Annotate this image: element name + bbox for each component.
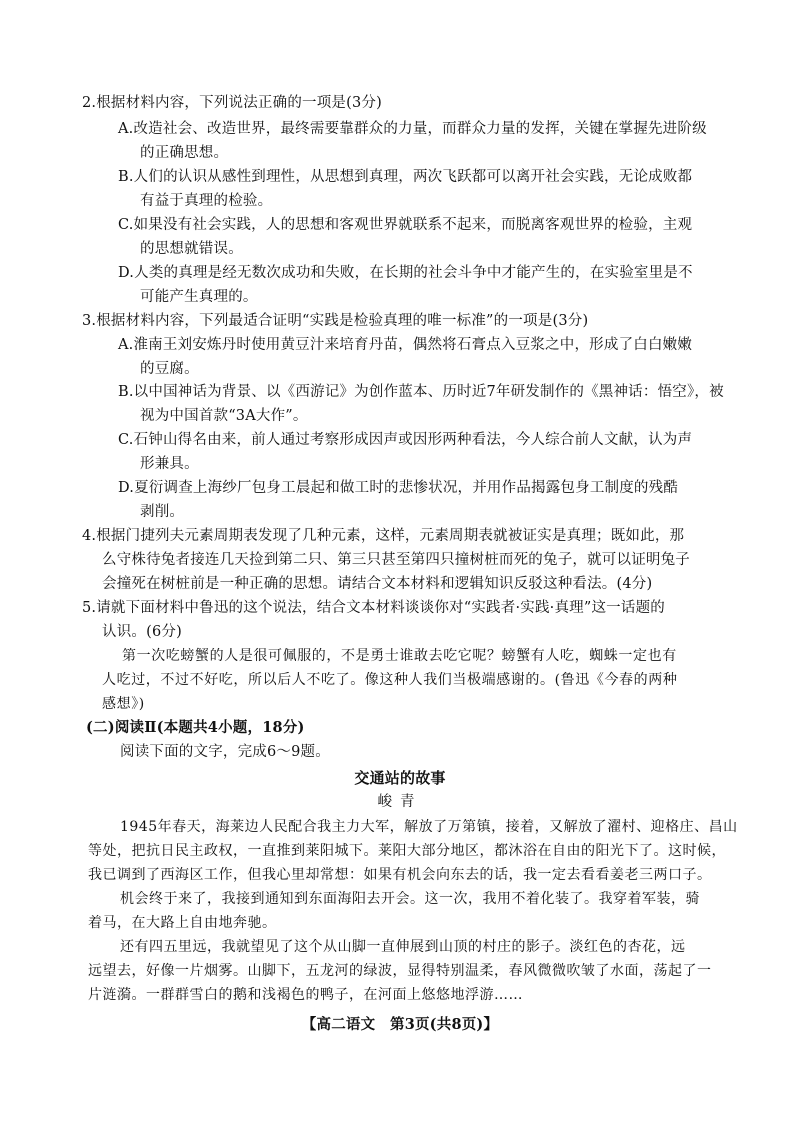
lu-xun-quote-line-3: 感想》): [102, 696, 145, 712]
story-paragraph-3-line-2: 远望去，好像一片烟雾。山脚下，五龙河的绿波，显得特别温柔，春风微微吹皱了水面，荡起了一: [88, 963, 712, 979]
question-4-line-3: 会撞死在树桩前是一种正确的思想。请结合文本材料和逻辑知识反驳这种看法。(4分): [102, 576, 653, 592]
question-2-option-b-cont: 有益于真理的检验。: [140, 193, 273, 209]
story-paragraph-1-line-2: 等处，把抗日民主政权，一直推到莱阳城下。莱阳大部分地区，都沐浴在自由的阳光下了。这时候，: [88, 843, 726, 859]
story-title: 交通站的故事: [354, 769, 446, 787]
question-5-line-2: 认识。(6分): [102, 624, 182, 640]
question-3-stem: 3.根据材料内容，下列最适合证明“实践是检验真理的唯一标准”的一项是(3分): [82, 313, 589, 329]
question-2-stem: 2.根据材料内容，下列说法正确的一项是(3分): [82, 95, 382, 111]
story-paragraph-3-line-3: 片涟漪。一群群雪白的鹅和浅褐色的鸭子，在河面上悠悠地浮游……: [88, 987, 523, 1003]
question-2-option-c: C.如果没有社会实践，人的思想和客观世界就联系不起来，而脱离客观世界的检验，主观: [118, 217, 693, 233]
question-2-option-a-cont: 的正确思想。: [140, 145, 229, 161]
section-2-heading: (二)阅读Ⅱ(本题共4小题，18分): [86, 719, 305, 736]
story-author: 峻青: [377, 794, 423, 810]
question-3-option-a-cont: 的豆腐。: [140, 361, 199, 377]
question-3-option-c: C.石钟山得名由来，前人通过考察形成因声或因形两种看法，今人综合前人文献，认为声: [118, 432, 693, 448]
question-2-option-d-cont: 可能产生真理的。: [140, 289, 258, 305]
question-3-option-d: D.夏衍调查上海纱厂包身工晨起和做工时的悲惨状况，并用作品揭露包身工制度的残酷: [118, 480, 679, 496]
question-2-option-a: A.改造社会、改造世界，最终需要靠群众的力量，而群众力量的发挥，关键在掌握先进阶级: [118, 121, 707, 137]
lu-xun-quote-line-2: 人吃过，不过不好吃，所以后人不吃了。像这种人我们当极端感谢的。(鲁迅《今春的两种: [102, 672, 678, 688]
story-paragraph-1-line-3: 我已调到了西海区工作，但我心里却常想：如果有机会向东去的话，我一定去看看姜老三两口子。: [88, 867, 712, 883]
question-3-option-b: B.以中国神话为背景、以《西游记》为创作蓝本、历时近7年研发制作的《黑神话：悟空》，被: [118, 384, 724, 400]
question-3-option-b-cont: 视为中国首款“3A大作”。: [140, 408, 308, 424]
story-paragraph-1-line-1: 1945年春天，海莱边人民配合我主力大军，解放了万第镇，接着，又解放了濯村、迎格庄、昌山: [120, 819, 738, 835]
question-5-line-1: 5.请就下面材料中鲁迅的这个说法，结合文本材料谈谈你对“实践者·实践·真理”这一话题的: [82, 600, 665, 616]
page-footer: 【高二语文 第3页(共8页)】: [301, 1016, 499, 1033]
question-3-option-a: A.淮南王刘安炼丹时使用黄豆汁来培育丹苗，偶然将石膏点入豆浆之中，形成了白白嫩嫩: [118, 337, 693, 353]
question-2-option-b: B.人们的认识从感性到理性，从思想到真理，两次飞跃都可以离开社会实践，无论成败都: [118, 169, 693, 185]
story-paragraph-2-line-2: 着马，在大路上自由地奔驰。: [88, 915, 277, 931]
question-3-option-c-cont: 形兼具。: [140, 456, 199, 472]
lu-xun-quote-line-1: 第一次吃螃蟹的人是很可佩服的，不是勇士谁敢去吃它呢？螃蟹有人吃，蜘蛛一定也有: [122, 648, 677, 664]
question-3-option-d-cont: 剥削。: [140, 504, 185, 520]
section-2-instruction: 阅读下面的文字，完成6～9题。: [120, 744, 330, 760]
story-paragraph-3-line-1: 还有四五里远，我就望见了这个从山脚一直伸展到山顶的村庄的影子。淡红色的杏花，远: [120, 939, 686, 955]
question-2-option-d: D.人类的真理是经无数次成功和失败，在长期的社会斗争中才能产生的，在实验室里是不: [118, 265, 693, 281]
story-paragraph-2-line-1: 机会终于来了，我接到通知到东面海阳去开会。这一次，我用不着化装了。我穿着军装，骑: [120, 891, 700, 907]
question-4-line-1: 4.根据门捷列夫元素周期表发现了几种元素，这样，元素周期表就被证实是真理；既如此，那: [82, 528, 685, 544]
question-4-line-2: 么守株待兔者接连几天捡到第二只、第三只甚至第四只撞树桩而死的兔子，就可以证明兔子: [102, 552, 690, 568]
question-2-option-c-cont: 的思想就错误。: [140, 241, 243, 257]
